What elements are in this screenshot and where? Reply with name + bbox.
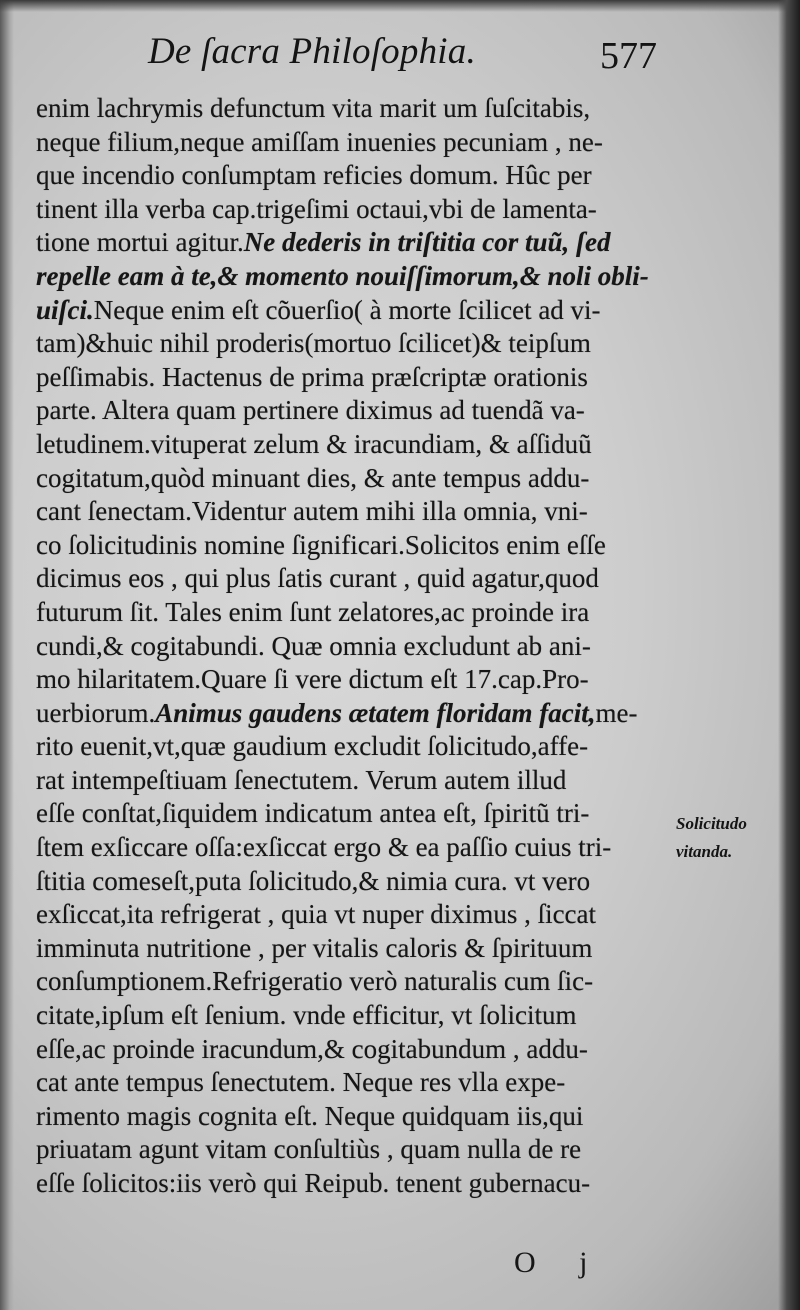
text-run: peſſimabis. Hactenus de prima præſcriptæ orationis <box>36 361 588 392</box>
text-run: imminuta nutritione , per vitalis caloris & ſpirituum <box>36 932 593 963</box>
marginal-note-line: Solicitudo <box>676 814 747 833</box>
italic-quotation: repelle eam à te,& momento nouiſſimorum,& noli obli- <box>36 260 649 291</box>
page-top-shadow <box>0 0 800 12</box>
text-run: cat ante tempus ſenectutem. Neque res vlla expe- <box>36 1067 566 1098</box>
text-run: eſſe ſolicitos:iis verò qui Reipub. tenent gubernacu- <box>36 1168 591 1198</box>
text-run: cant ſenectam.Videntur autem mihi illa omnia, vni- <box>36 496 588 527</box>
text-line <box>36 965 664 999</box>
text-run: eſſe,ac proinde iracundum,& cogitabundum , addu- <box>36 1033 588 1064</box>
text-line <box>36 697 664 731</box>
text-line <box>36 1033 664 1067</box>
text-run: tam)&huic nihil proderis(mortuo ſcilicet)& teipſum <box>36 328 591 359</box>
page-gutter-shadow <box>0 0 14 1310</box>
text-line <box>36 462 664 496</box>
text-line <box>36 1133 664 1167</box>
text-run: Neque enim eſt cõuerſio( à morte ſcilicet ad vi- <box>93 294 601 325</box>
page-number: 577 <box>600 35 657 77</box>
text-run: tinent illa verba cap.trigeſimi octaui,vbi de lamenta- <box>36 193 597 224</box>
text-line <box>36 764 664 798</box>
text-line <box>36 394 664 428</box>
text-line <box>36 630 664 664</box>
text-line <box>36 797 664 831</box>
text-line <box>36 159 664 193</box>
text-line <box>36 831 664 865</box>
text-run: futurum ſit. Tales enim ſunt zelatores,ac proinde ira <box>36 596 590 627</box>
text-line <box>36 1100 664 1134</box>
text-run: rat intempeſtiuam ſenectutem. Verum autem illud <box>36 764 567 795</box>
text-line <box>36 1167 664 1201</box>
text-line <box>36 327 664 361</box>
text-line <box>36 226 664 260</box>
text-line <box>36 1066 664 1100</box>
text-run: cogitatum,quòd minuant dies, & ante tempus addu- <box>36 462 590 493</box>
text-run: eſſe conſtat,ſiquidem indicatum antea eſt, ſpiritũ tri- <box>36 798 590 829</box>
text-line <box>36 596 664 630</box>
text-line <box>36 999 664 1033</box>
running-head: De ſacra Philoſophia. <box>148 31 476 72</box>
body-text <box>36 92 664 1201</box>
text-run: letudinem.vituperat zelum & iracundiam, & aſſiduũ <box>36 428 592 459</box>
page-edge-shadow <box>778 0 800 1310</box>
text-run: uerbiorum. <box>36 697 156 728</box>
text-run: mo hilaritatem.Quare ſi vere dictum eſt 17.cap.Pro- <box>36 664 589 695</box>
text-run: ſtem exſiccare oſſa:exſiccat ergo & ea paſſio cuius tri- <box>36 832 612 863</box>
text-line <box>36 898 664 932</box>
text-run: tione mortui agitur. <box>36 227 244 258</box>
marginal-note-line: vitanda. <box>676 842 733 861</box>
text-line <box>36 126 664 160</box>
italic-quotation: Animus gaudens ætatem floridam facit, <box>155 697 596 728</box>
text-run: priuatam agunt vitam conſultiùs , quam nulla de re <box>36 1134 582 1165</box>
text-run: co ſolicitudinis nomine ſignificari.Solicitos enim eſſe <box>36 529 606 560</box>
text-line <box>36 361 664 395</box>
text-line <box>36 529 664 563</box>
marginal-note <box>676 810 776 866</box>
text-line <box>36 730 664 764</box>
text-run: que incendio conſumptam reficies domum. Hûc per <box>36 160 592 191</box>
text-line <box>36 865 664 899</box>
text-line <box>36 663 664 697</box>
text-run: conſumptionem.Refrigeratio verò naturalis cum ſic- <box>36 966 594 997</box>
text-run: citate,ipſum eſt ſenium. vnde efficitur, vt ſolicitum <box>36 1000 577 1031</box>
text-run: parte. Altera quam pertinere diximus ad tuendã va- <box>36 395 585 426</box>
text-line <box>36 932 664 966</box>
text-line <box>36 562 664 596</box>
text-run: enim lachrymis defunctum vita marit um ſuſcitabis, <box>36 93 591 123</box>
text-run: cundi,& cogitabundi. Quæ omnia excludunt ab ani- <box>36 630 591 661</box>
signature-mark: O j <box>514 1246 606 1279</box>
text-line <box>36 495 664 529</box>
text-line <box>36 294 664 328</box>
text-run: rimento magis cognita eſt. Neque quidquam iis,qui <box>36 1100 584 1131</box>
italic-quotation: Ne dederis in triſtitia cor tuũ, ſed <box>243 227 611 258</box>
text-run: rito euenit,vt,quæ gaudium excludit ſolicitudo,affe- <box>36 731 589 762</box>
text-run: neque filium,neque amiſſam inuenies pecuniam , ne- <box>36 126 603 157</box>
text-run: dicimus eos , qui plus ſatis curant , quid agatur,quod <box>36 563 599 594</box>
text-run: ſtitia comeseſt,puta ſolicitudo,& nimia cura. vt vero <box>36 865 591 896</box>
text-run: exſiccat,ita refrigerat , quia vt nuper diximus , ſiccat <box>36 899 597 930</box>
italic-quotation: uiſci. <box>36 294 94 325</box>
text-line <box>36 92 664 126</box>
text-line <box>36 260 664 294</box>
text-line <box>36 193 664 227</box>
text-line <box>36 428 664 462</box>
text-run: me- <box>595 697 638 728</box>
